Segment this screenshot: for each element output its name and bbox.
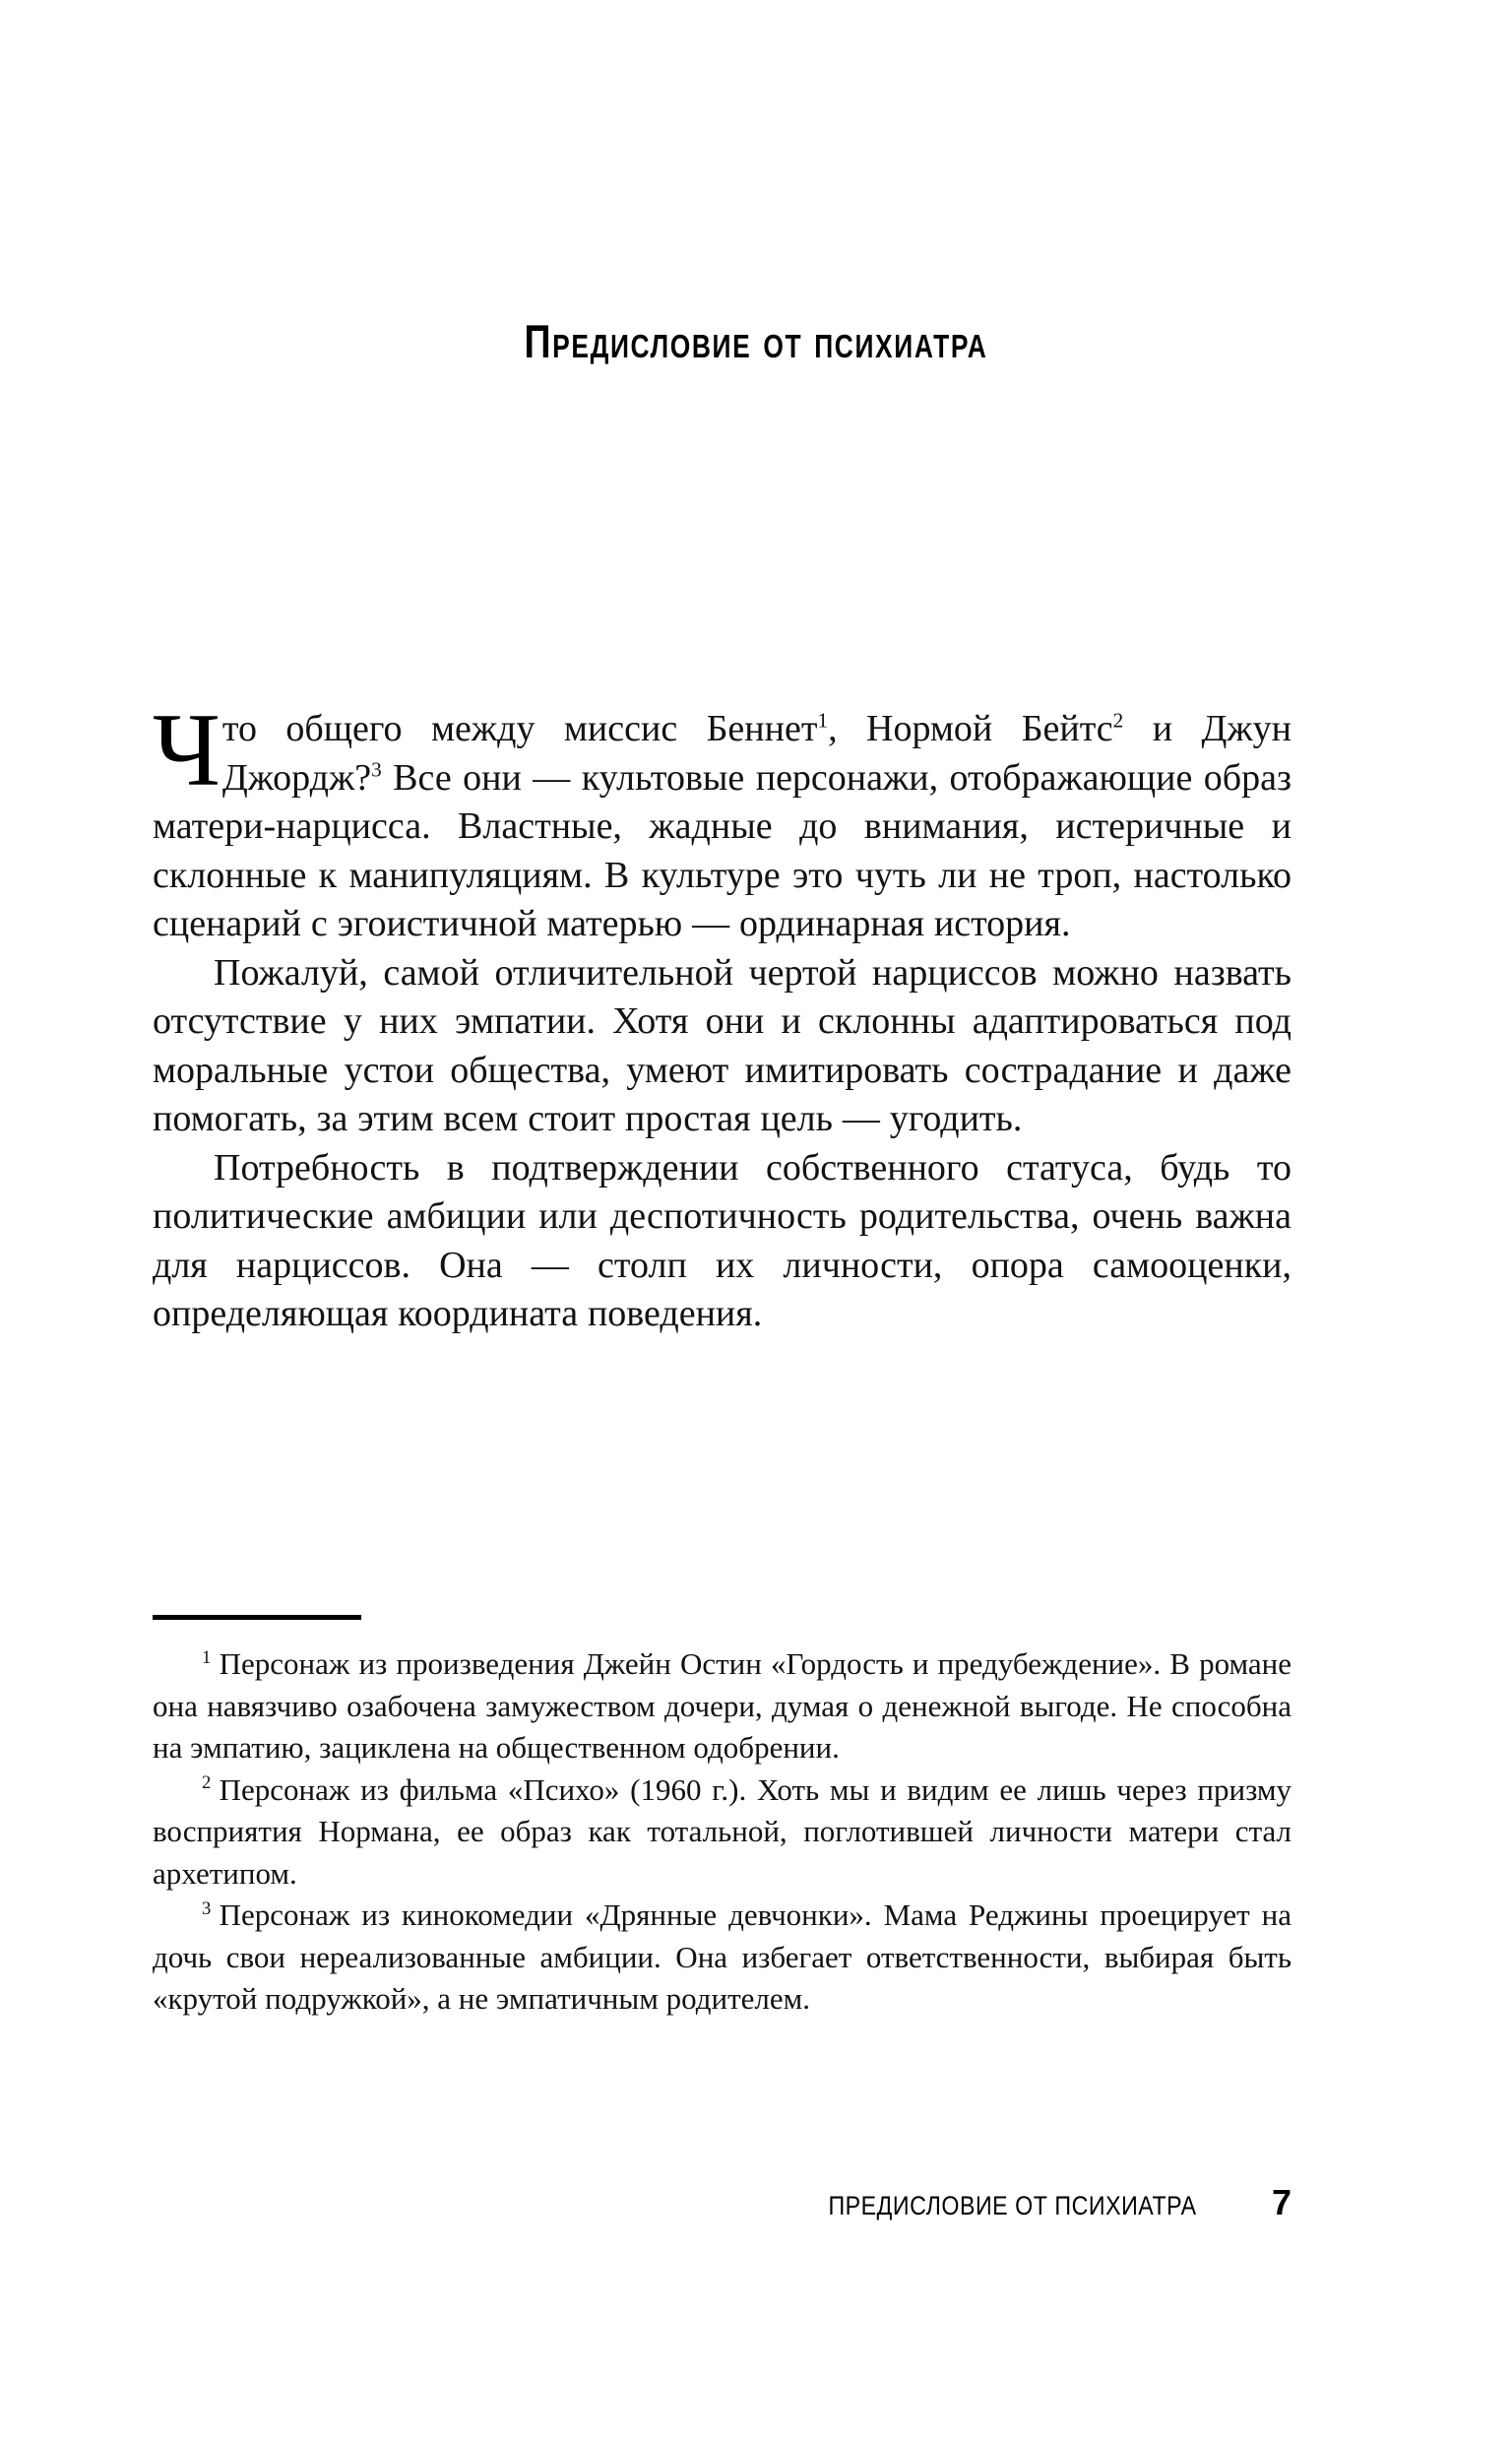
page-footer — [153, 2182, 1292, 2223]
footnote-text-2: Персонаж из фильма «Психо» (1960 г.). Хоть мы и видим ее лишь через призму восприятия Нормана, ее образ как тотальной, поглотившей личности матери стал архетипом. — [153, 1771, 1292, 1891]
footnote-separator-rule — [153, 1615, 361, 1620]
page-title: Предисловие от психиатра — [524, 315, 988, 368]
footnote-marker-1: 1 — [202, 1646, 212, 1668]
drop-cap: Ч — [153, 692, 220, 807]
footnotes-section — [153, 1615, 1292, 2021]
footnote-ref-2[interactable]: 2 — [1112, 708, 1124, 733]
paragraph-1-part-b: , Нормой Бейтс — [828, 708, 1113, 749]
footnote-text-1: Персонаж из произведения Джейн Остин «Гордость и предубеждение». В романе она навязчиво озабочена замужеством дочери, думая о денежной выгоде. Не способна на эмпатию, зациклена на общественном одобрении. — [153, 1646, 1292, 1765]
body-paragraph-1 — [153, 692, 1292, 949]
body-paragraph-2: Пожалуй, самой отличительной чертой нарциссов можно назвать отсутствие у них эмпатии. Хотя они и склонны адаптироваться под моральные устои общества, умеют имитировать сострадание и даже помогать, за этим всем стоит простая цель — угодить. — [153, 951, 1292, 1139]
footnote-marker-3: 3 — [202, 1897, 212, 1919]
body-text-column — [153, 692, 1292, 1339]
footer-running-title: ПРЕДИСЛОВИЕ ОТ ПСИХИАТРА — [828, 2191, 1197, 2220]
paragraph-1-part-a: то общего между миссис Беннет — [221, 708, 818, 749]
footnote-item-1 — [153, 1643, 1292, 1769]
footnote-ref-1[interactable]: 1 — [817, 708, 829, 733]
footnote-marker-2: 2 — [202, 1772, 212, 1794]
footnote-item-3 — [153, 1895, 1292, 2021]
body-paragraph-3: Потребность в подтверждении собственного статуса, будь то политические амбиции или деспотичность родительства, очень важна для нарциссов. Она — столп их личности, опора самооценки, определяющая координата поведения. — [153, 1146, 1292, 1334]
footnote-ref-3[interactable]: 3 — [371, 756, 382, 781]
paragraph-1-part-c: и Джун Джордж? — [221, 708, 1292, 799]
footnote-item-2 — [153, 1769, 1292, 1896]
footnote-text-3: Персонаж из кинокомедии «Дрянные девчонки». Мама Реджины проецирует на дочь свои нереализованные амбиции. Она избегает ответственности, выбирая быть «крутой подружкой», а не эмпатичным родителем. — [153, 1897, 1292, 2016]
footer-page-number: 7 — [1271, 2182, 1292, 2222]
paragraph-1-part-d: Все они — культовые персонажи, отображающие образ матери-нарцисса. Властные, жадные до внимания, истеричные и склонные к манипуляциям. В культуре это чуть ли не троп, настолько сценарий с эгоистичной матерью — ординарная история. — [153, 756, 1292, 944]
